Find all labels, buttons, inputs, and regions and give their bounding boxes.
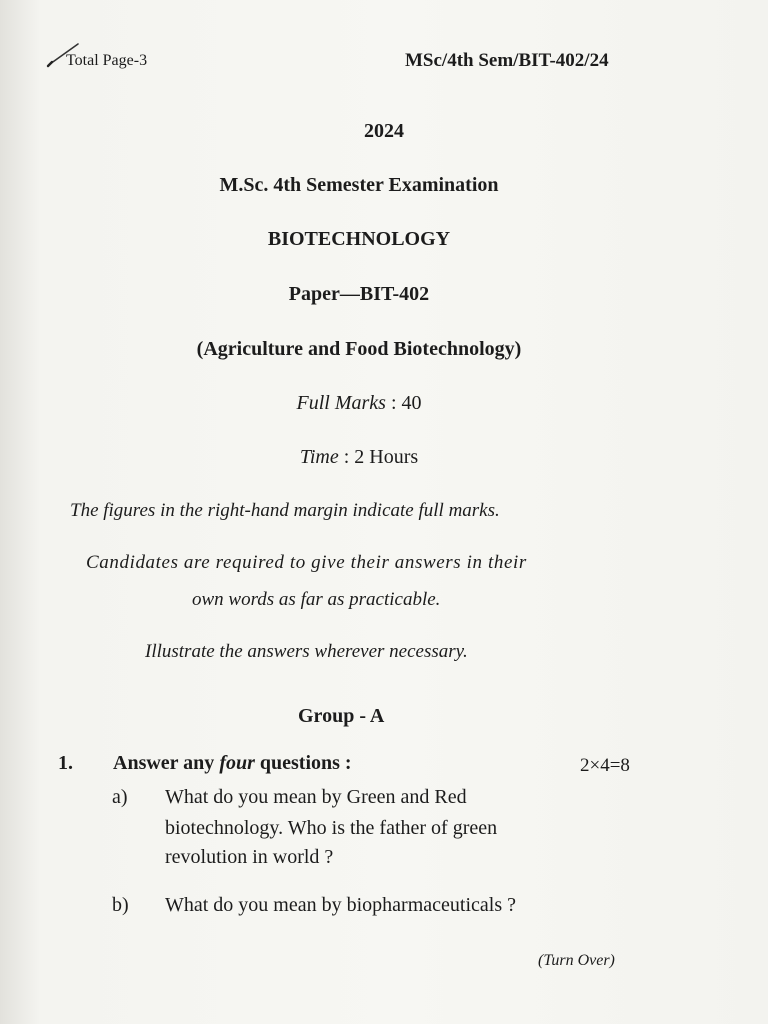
question-1-instruction bbox=[113, 752, 352, 775]
question-1-text-before: Answer any bbox=[113, 752, 220, 774]
full-marks-label: Full Marks bbox=[296, 392, 386, 414]
total-pages: Total Page-3 bbox=[66, 52, 148, 69]
group-a-heading: Group - A bbox=[298, 705, 385, 727]
question-1-marks: 2×4=8 bbox=[580, 755, 630, 776]
instruction-marks: The figures in the right-hand margin indicate full marks. bbox=[70, 500, 500, 521]
exam-time bbox=[0, 446, 743, 469]
question-1-text-after: questions : bbox=[254, 752, 352, 774]
question-1a-label: a) bbox=[112, 786, 128, 808]
question-1b-label: b) bbox=[112, 894, 129, 916]
instruction-own-words-2: own words as far as practicable. bbox=[192, 589, 441, 610]
question-1-number: 1. bbox=[58, 752, 73, 774]
instruction-own-words-1: Candidates are required to give their answers in their bbox=[86, 552, 527, 573]
question-1a-line-1: What do you mean by Green and Red bbox=[165, 786, 467, 808]
question-1-text-em: four bbox=[219, 752, 255, 774]
question-1a-line-2: biotechnology. Who is the father of green bbox=[165, 817, 498, 839]
exam-title: M.Sc. 4th Semester Examination bbox=[219, 174, 499, 196]
turn-over-note: (Turn Over) bbox=[538, 952, 615, 969]
paper-number: Paper—BIT-402 bbox=[288, 283, 430, 305]
time-label: Time bbox=[299, 446, 339, 468]
paper-code: MSc/4th Sem/BIT-402/24 bbox=[405, 50, 609, 71]
full-marks bbox=[0, 392, 743, 415]
time-value: : 2 Hours bbox=[343, 446, 419, 468]
subject-title: BIOTECHNOLOGY bbox=[267, 228, 451, 250]
paper-name: (Agriculture and Food Biotechnology) bbox=[196, 338, 522, 360]
instruction-illustrate: Illustrate the answers wherever necessary. bbox=[145, 641, 468, 662]
full-marks-value: : 40 bbox=[390, 392, 422, 414]
question-1b-line-1: What do you mean by biopharmaceuticals ? bbox=[165, 894, 516, 916]
question-1a-line-3: revolution in world ? bbox=[165, 846, 334, 868]
exam-year: 2024 bbox=[364, 120, 404, 142]
